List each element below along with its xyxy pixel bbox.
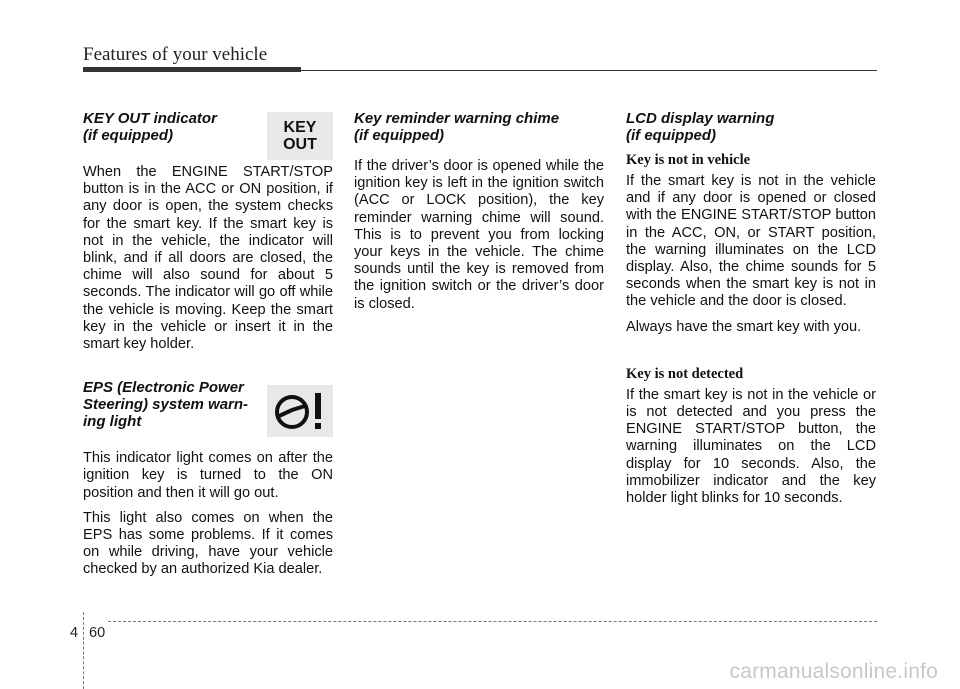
key-out-icon-line-2: OUT: [283, 136, 317, 153]
key-reminder-heading: [354, 110, 604, 144]
footer-divider: [83, 612, 84, 689]
key-out-icon-line-1: KEY: [283, 119, 317, 136]
header-rule-thick: [83, 67, 301, 72]
lcd-subheading-not-detected: Key is not detected: [626, 365, 744, 382]
eps-paragraph-1: This indicator light comes on after the ignition key is turned to the ON position and then it will go out.: [83, 450, 333, 501]
lcd-heading-line-1: LCD display warning: [626, 110, 775, 127]
column-left: [83, 110, 333, 587]
column-middle: [354, 110, 604, 321]
page-number: 60: [89, 625, 106, 641]
column-right: [626, 110, 876, 515]
steering-wheel-exclamation-icon: [272, 388, 328, 434]
lcd-paragraph-1: If the smart key is not in the vehicle and if any door is opened or closed with the ENGINE START/STOP button in the ACC, ON, or START position, the warning illuminates on the LCD display. Also, the chime sounds for 5 seconds when the smart key is not in the vehicle and the door is closed.: [626, 173, 876, 310]
lcd-paragraph-2: Always have the smart key with you.: [626, 318, 862, 335]
eps-heading-line-3: ing light: [83, 413, 142, 431]
key-out-icon-label: [283, 119, 317, 153]
key-out-heading-line-2: (if equipped): [83, 127, 173, 144]
key-out-paragraph: When the ENGINE START/STOP button is in the ACC or ON position, if any door is open, the system checks for the smart key. If the smart key is not in the vehicle, the indicator will blink, and if all doors are closed, the chime will also sound for about 5 seconds. The indicator will go off while the vehicle is moving. Keep the smart key in the vehicle or insert it in the smart key holder.: [83, 164, 333, 353]
header-title: Features of your vehicle: [83, 44, 268, 65]
lcd-heading: [626, 110, 876, 144]
key-reminder-paragraph: If the driver’s door is opened while the ignition key is left in the ignition switch (ACC or LOCK position), the key reminder warning chime will sound. This is to prevent you from locking your keys in the vehicle. The chime sounds until the key is removed from the ignition switch or the driver’s door is closed.: [354, 158, 604, 312]
lcd-paragraph-3: If the smart key is not in the vehicle or is not detected and you press the ENGINE START/STOP button, the warning illuminates on the LCD display for 10 seconds. Also, the immobilizer indicator and the key holder light blinks for 10 seconds.: [626, 386, 876, 507]
footer-rule: [108, 621, 877, 622]
key-out-indicator-icon: [267, 112, 333, 160]
watermark: carmanualsonline.info: [729, 660, 938, 683]
eps-heading-line-1: EPS (Electronic Power: [83, 379, 244, 397]
lcd-heading-line-2: (if equipped): [626, 127, 716, 144]
key-reminder-heading-line-2: (if equipped): [354, 127, 444, 144]
lcd-subheading-not-in-vehicle: Key is not in vehicle: [626, 152, 751, 168]
key-out-heading-line-1: KEY OUT indicator: [83, 110, 217, 127]
eps-warning-icon: [267, 385, 333, 437]
header-rule-thin: [301, 70, 877, 71]
eps-paragraph-2: This light also comes on when the EPS has some problems. If it comes on while driving, have your vehicle checked by an authorized Kia dealer.: [83, 509, 333, 578]
key-reminder-heading-line-1: Key reminder warning chime: [354, 110, 560, 127]
eps-heading-line-2: Steering) system warn-: [83, 396, 249, 414]
chapter-number: 4: [70, 625, 79, 641]
